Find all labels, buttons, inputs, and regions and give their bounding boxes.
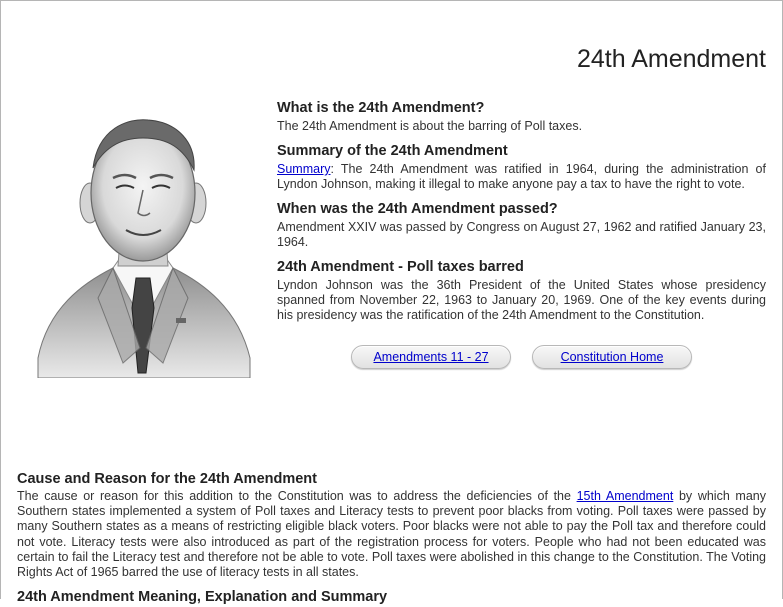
cause-body [17,489,766,580]
cause-section [17,471,766,607]
section-heading: What is the 24th Amendment? [277,100,485,116]
amendments-11-27-button[interactable] [351,345,511,369]
next-section-heading: 24th Amendment Meaning, Explanation and Summary [17,589,388,606]
section-heading: Summary of the 24th Amendment [277,143,508,159]
section-heading: 24th Amendment - Poll taxes barred [277,259,524,275]
cause-heading: Cause and Reason for the 24th Amendment [17,471,317,487]
cause-text-before: The cause or reason for this addition to the Constitution was to address the deficiencies of the [17,489,577,503]
page-title: 24th Amendment [576,44,766,73]
section-body: The 24th Amendment is about the barring of Poll taxes. [277,119,583,133]
pencil-portrait-icon [28,108,258,378]
constitution-home-button[interactable] [532,345,692,369]
cause-text-after: by which many Southern states implemented a system of Poll taxes and Literacy tests to prevent poor blacks from voting. Poll taxes were passed by many Southern states as a means of restricting eligible black voters. Poor blacks were not able to pay the Poll tax and therefore could not vote. Literacy tests were also introduced as part of the registration process for voters. People who had not been educated was certain to fail the Literacy test and therefore not be able to vote. Poll taxes were abolished in this change to the Constitution. The Voting Rights Act of 1965 barred the use of literacy tests in all states. [17,489,766,580]
section-body: Amendment XXIV was passed by Congress on August 27, 1962 and ratified January 23, 1964. [277,220,766,249]
section-body: Lyndon Johnson was the 36th President of the United States whose presidency spanned from November 22, 1963 to January 20, 1969. One of the key events during his presidency was the ratification of the 24th Amendment to the Constitution. [277,278,766,322]
section-heading: When was the 24th Amendment passed? [277,201,558,217]
summary-text: : The 24th Amendment was ratified in 1964, during the administration of Lyndon Johnson, making it illegal to make anyone pay a tax to have the right to vote. [277,162,766,191]
amendment-content [277,100,766,332]
section-body [277,162,766,192]
summary-link[interactable]: Summary [277,162,331,176]
amendments-11-27-link[interactable]: Amendments 11 - 27 [373,350,489,364]
15th-amendment-link[interactable]: 15th Amendment [576,489,674,503]
constitution-home-link[interactable]: Constitution Home [560,350,664,364]
